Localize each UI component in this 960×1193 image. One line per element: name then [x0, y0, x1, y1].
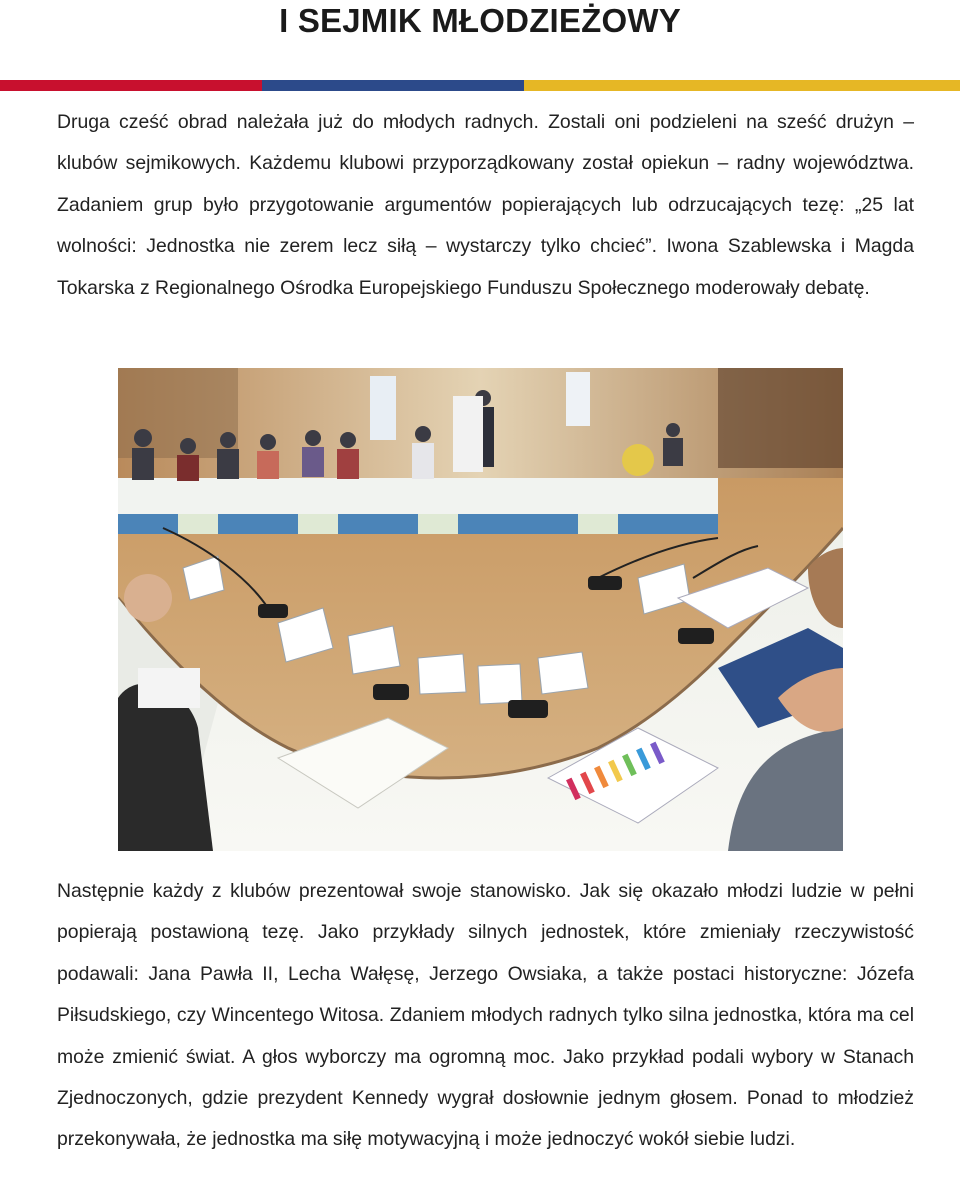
debate-photo — [118, 368, 843, 851]
intro-paragraph: Druga cześć obrad należała już do młodych radnych. Zostali oni podzieleni na sześć drużyn – klubów sejmikowych. Każdemu klubowi przyporządkowany został opiekun – radny województwa. Zadaniem grup było przygotowanie argumentów popierających lub odrzucających tezę: „25 lat wolności: Jednostka nie zerem lecz siłą – wystarczy tylko chcieć”. Iwona Szablewska i Magda Tokarska z Regionalnego Ośrodka Europejskiego Funduszu Społecznego moderowały debatę. — [57, 111, 914, 299]
color-stripe-divider — [0, 80, 960, 91]
stripe-red — [0, 80, 262, 91]
stripe-blue — [262, 80, 524, 91]
stripe-yellow — [524, 80, 960, 91]
page-title: I SEJMIK MŁODZIEŻOWY — [279, 2, 681, 39]
summary-paragraph: Następnie każdy z klubów prezentował swoje stanowisko. Jak się okazało młodzi ludzie w pełni popierają postawioną tezę. Jako przykłady silnych jednostek, które zmieniały rzeczywistość podawali: Jana Pawła II, Lecha Wałęsę, Jerzego Owsiaka, a także postaci historyczne: Józefa Piłsudskiego, czy Wincentego Witosa. Zdaniem młodych radnych tylko silna jednostka, która ma cel może zmienić świat. A głos wyborczy ma ogromną moc. Jako przykład podali wybory w Stanach Zjednoczonych, gdzie prezydent Kennedy wygrał dosłownie jednym głosem. Ponad to młodzież przekonywała, że jednostka ma siłę motywacyjną i może jednoczyć wokół siebie ludzi. — [57, 880, 914, 1151]
